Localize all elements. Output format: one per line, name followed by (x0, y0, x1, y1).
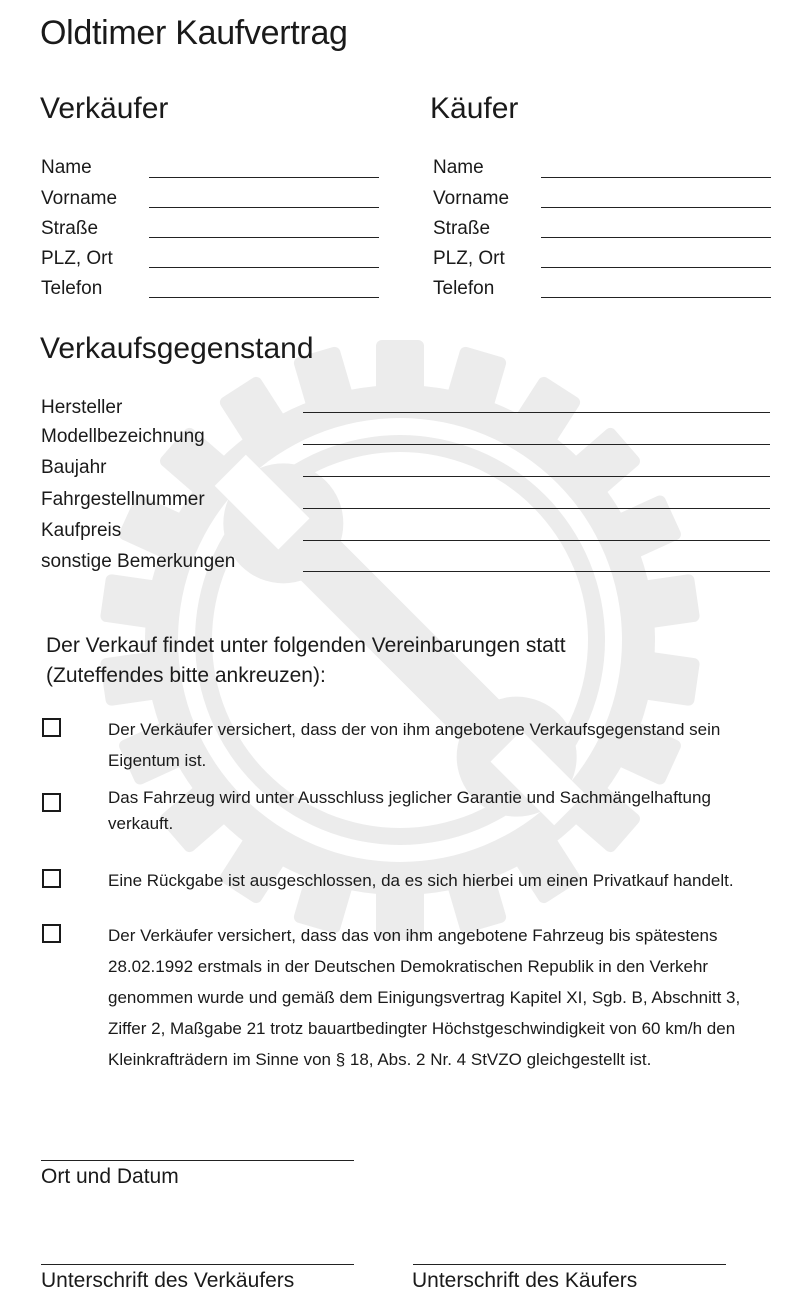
item-vin-label: Fahrgestellnummer (41, 489, 205, 510)
item-manufacturer-label: Hersteller (41, 397, 123, 418)
buyer-name-line[interactable] (541, 177, 771, 178)
clause-1-line-1: Der Verkäufer versichert, dass der von ihm angebotene Verkaufsgegenstand sein (108, 720, 721, 739)
buyer-phone-label: Telefon (433, 278, 495, 299)
seller-name-label: Name (41, 157, 92, 178)
item-price-label: Kaufpreis (41, 520, 122, 541)
clause-2-text (108, 785, 711, 837)
item-model-line[interactable] (303, 444, 770, 445)
buyer-phone-line[interactable] (541, 297, 771, 298)
seller-signature-line[interactable] (41, 1264, 354, 1265)
seller-heading: Verkäufer (40, 92, 169, 125)
clause-3-line-1: Eine Rückgabe ist ausgeschlossen, da es sich hierbei um einen Privatkauf handelt. (108, 871, 734, 890)
item-remarks-line[interactable] (303, 571, 770, 572)
item-manufacturer-line[interactable] (303, 412, 770, 413)
place-date-label: Ort und Datum (41, 1165, 179, 1188)
clause-1-line-2: Eigentum ist. (108, 751, 207, 770)
buyer-firstname-line[interactable] (541, 207, 771, 208)
item-price-line[interactable] (303, 540, 770, 541)
seller-street-line[interactable] (149, 237, 379, 238)
clause-3-text (108, 865, 734, 896)
clause-4-line-2: 28.02.1992 erstmals in der Deutschen Demokratischen Republik in den Verkehr (108, 957, 709, 976)
buyer-zip-city-label: PLZ, Ort (433, 248, 505, 269)
seller-firstname-label: Vorname (41, 188, 118, 209)
clause-4-text (108, 920, 740, 1075)
seller-signature-label: Unterschrift des Verkäufers (41, 1269, 295, 1292)
buyer-signature-line[interactable] (413, 1264, 726, 1265)
buyer-firstname-label: Vorname (433, 188, 510, 209)
agreements-intro-line1: Der Verkauf findet unter folgenden Vereinbarungen statt (46, 634, 566, 657)
item-heading: Verkaufsgegenstand (40, 332, 314, 365)
item-model-label: Modellbezeichnung (41, 426, 205, 447)
clause-1-checkbox[interactable] (42, 718, 61, 737)
agreements-intro-line2: (Zuteffendes bitte ankreuzen): (46, 664, 326, 687)
clause-2-checkbox[interactable] (42, 793, 61, 812)
document-title: Oldtimer Kaufvertrag (40, 14, 348, 52)
seller-phone-line[interactable] (149, 297, 379, 298)
place-date-line[interactable] (41, 1160, 354, 1161)
item-remarks-label: sonstige Bemerkungen (41, 551, 236, 572)
buyer-street-label: Straße (433, 218, 491, 239)
seller-firstname-line[interactable] (149, 207, 379, 208)
item-year-label: Baujahr (41, 457, 107, 478)
buyer-name-label: Name (433, 157, 484, 178)
clause-4-line-1: Der Verkäufer versichert, dass das von ihm angebotene Fahrzeug bis spätestens (108, 926, 718, 945)
clause-3-checkbox[interactable] (42, 869, 61, 888)
clause-4-line-3: genommen wurde und gemäß dem Einigungsvertrag Kapitel XI, Sgb. B, Abschnitt 3, (108, 988, 741, 1007)
buyer-street-line[interactable] (541, 237, 771, 238)
seller-name-line[interactable] (149, 177, 379, 178)
clause-1-text (108, 714, 720, 776)
clause-4-checkbox[interactable] (42, 924, 61, 943)
clause-2-line-2: verkauft. (108, 814, 174, 833)
clause-2-line-1: Das Fahrzeug wird unter Ausschluss jeglicher Garantie und Sachmängelhaftung (108, 788, 711, 807)
buyer-zip-city-line[interactable] (541, 267, 771, 268)
seller-zip-city-label: PLZ, Ort (41, 248, 113, 269)
clause-4-line-5: Kleinkrafträdern im Sinne von § 18, Abs. 2 Nr. 4 StVZO gleichgestellt ist. (108, 1050, 652, 1069)
buyer-signature-label: Unterschrift des Käufers (412, 1269, 638, 1292)
clause-4-line-4: Ziffer 2, Maßgabe 21 trotz bauartbedingter Höchstgeschwindigkeit von 60 km/h den (108, 1019, 736, 1038)
buyer-heading: Käufer (430, 92, 519, 125)
item-year-line[interactable] (303, 476, 770, 477)
item-vin-line[interactable] (303, 508, 770, 509)
seller-street-label: Straße (41, 218, 99, 239)
seller-zip-city-line[interactable] (149, 267, 379, 268)
seller-phone-label: Telefon (41, 278, 103, 299)
